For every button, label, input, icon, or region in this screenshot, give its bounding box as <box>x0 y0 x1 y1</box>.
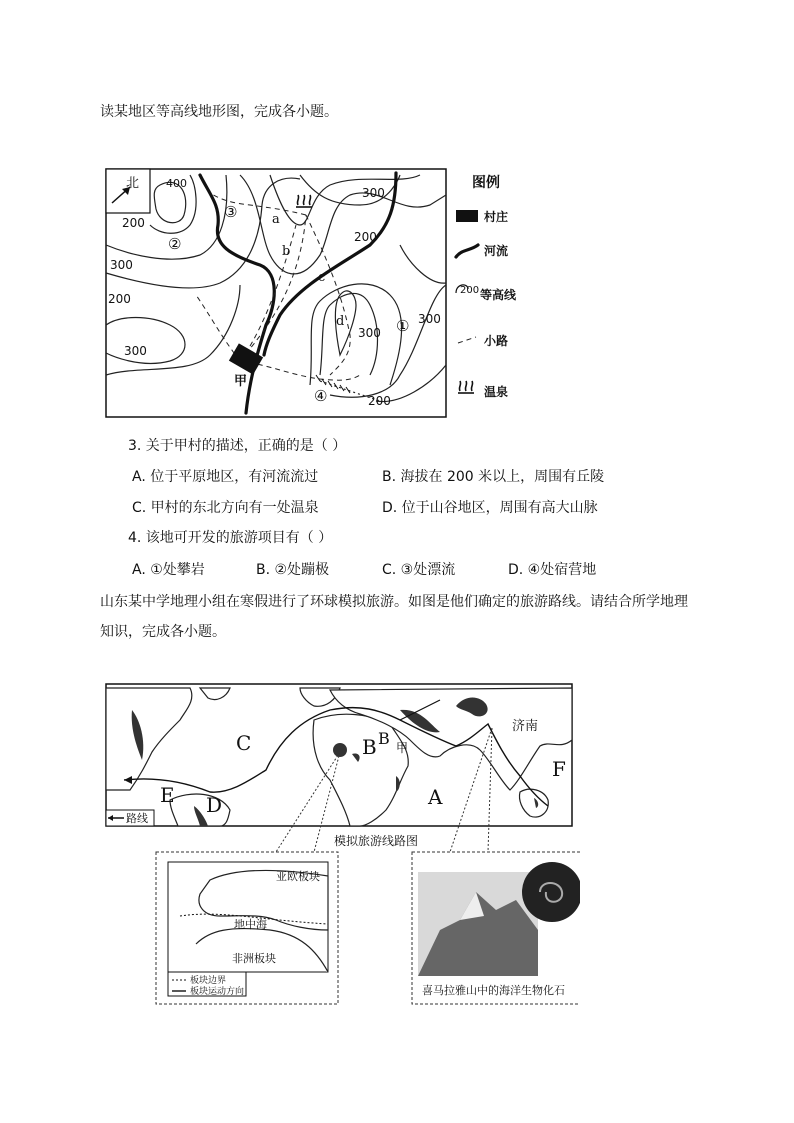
q4-option-c[interactable]: C. ③处漂流 <box>382 562 456 578</box>
point-4: ④ <box>314 387 328 405</box>
legend-path-icon <box>458 337 476 343</box>
svg-text:200: 200 <box>460 285 480 296</box>
legend-village-icon <box>456 210 478 222</box>
svg-text:300: 300 <box>362 186 385 200</box>
legend-title: 图例 <box>472 175 500 191</box>
svg-text:C: C <box>236 731 252 755</box>
svg-text:E: E <box>160 783 175 807</box>
svg-text:c: c <box>318 270 326 285</box>
village-label: 甲 <box>234 374 248 389</box>
svg-text:甲: 甲 <box>396 741 409 755</box>
svg-text:300: 300 <box>110 258 133 272</box>
svg-text:200: 200 <box>368 394 391 408</box>
svg-text:F: F <box>552 757 566 781</box>
q4-option-d[interactable]: D. ④处宿营地 <box>508 562 597 578</box>
point-2: ② <box>168 235 182 253</box>
fossil-caption: 喜马拉雅山中的海洋生物化石 <box>422 984 565 997</box>
svg-text:b: b <box>282 244 291 259</box>
svg-text:板块边界: 板块边界 <box>190 976 227 986</box>
legend-river-icon <box>456 245 478 257</box>
svg-text:d: d <box>336 314 345 329</box>
svg-text:B: B <box>378 729 390 748</box>
fossil-icon <box>522 862 580 922</box>
svg-text:a: a <box>272 212 280 227</box>
q3-option-c[interactable]: C. 甲村的东北方向有一处温泉 <box>132 500 319 516</box>
q4-option-b[interactable]: B. ②处蹦极 <box>256 562 330 578</box>
svg-text:小路: 小路 <box>484 334 509 348</box>
q3-stem: 3. 关于甲村的描述，正确的是（ ） <box>128 438 347 454</box>
svg-text:路线: 路线 <box>126 812 148 825</box>
hot-spring-icon <box>296 195 312 207</box>
svg-text:300: 300 <box>124 344 147 358</box>
svg-text:村庄: 村庄 <box>484 210 509 224</box>
world-route-map <box>100 680 580 1005</box>
svg-text:A: A <box>428 785 443 809</box>
q3-option-a[interactable]: A. 位于平原地区，有河流流过 <box>132 469 319 485</box>
svg-text:200: 200 <box>122 216 145 230</box>
svg-text:济南: 济南 <box>512 719 539 734</box>
svg-text:等高线: 等高线 <box>480 288 517 302</box>
north-label: 北 <box>126 176 140 191</box>
svg-text:非洲板块: 非洲板块 <box>232 952 276 965</box>
q4-stem: 4. 该地可开发的旅游项目有（ ） <box>128 530 333 546</box>
svg-text:河流: 河流 <box>484 244 509 258</box>
world-map-caption: 模拟旅游线路图 <box>334 834 419 848</box>
svg-text:地中海: 地中海 <box>234 918 267 931</box>
svg-text:300: 300 <box>418 312 441 326</box>
svg-text:300: 300 <box>358 326 381 340</box>
svg-text:板块运动方向: 板块运动方向 <box>190 987 245 997</box>
svg-text:400: 400 <box>166 177 187 190</box>
q3-option-b[interactable]: B. 海拔在 200 米以上，周围有丘陵 <box>382 469 605 485</box>
intro-text-1: 读某地区等高线地形图，完成各小题。 <box>100 104 338 120</box>
point-3: ③ <box>224 203 238 221</box>
svg-text:B: B <box>362 735 377 759</box>
intro-text-2: 山东某中学地理小组在寒假进行了环球模拟旅游。如图是他们确定的旅游路线。请结合所学地理 <box>100 594 688 610</box>
svg-text:亚欧板块: 亚欧板块 <box>276 870 320 883</box>
svg-text:温泉: 温泉 <box>484 385 509 399</box>
point-1: ① <box>396 317 410 335</box>
q4-option-a[interactable]: A. ①处攀岩 <box>132 562 205 578</box>
contour-map <box>100 165 520 420</box>
svg-text:200: 200 <box>354 230 377 244</box>
intro-text-2-cont: 知识，完成各小题。 <box>100 624 226 640</box>
legend-spring-icon <box>458 381 474 393</box>
q3-option-d[interactable]: D. 位于山谷地区，周围有高大山脉 <box>382 500 598 516</box>
svg-text:200: 200 <box>108 292 131 306</box>
svg-text:D: D <box>206 793 223 817</box>
